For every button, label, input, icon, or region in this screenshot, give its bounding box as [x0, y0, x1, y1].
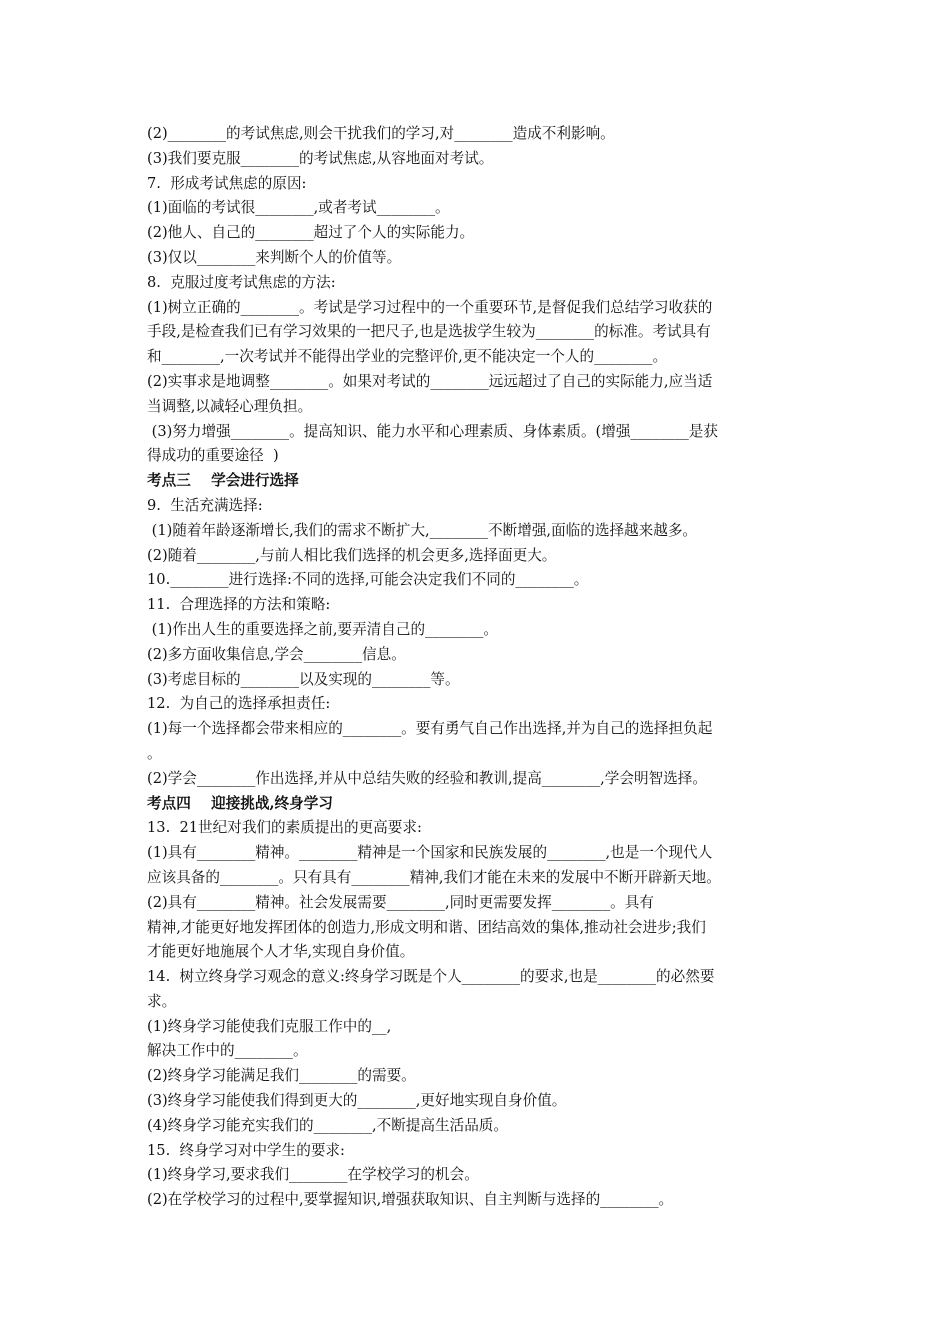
text-line: (2)学会________作出选择,并从中总结失败的经验和教训,提高________,学会明智选择。 [147, 769, 707, 787]
item-11-title: 11. 合理选择的方法和策略: [147, 596, 331, 614]
text-line: (2)随着________,与前人相比我们选择的机会更多,选择面更大。 [147, 546, 557, 564]
text-line: (3)努力增强________。提高知识、能力水平和心理素质、身体素质。(增强________是获 [147, 422, 718, 440]
text-line: (4)终身学习能充实我们的________,不断提高生活品质。 [147, 1116, 508, 1134]
text-line: (1)具有________精神。________精神是一个国家和民族发展的________,也是一个现代人 [147, 844, 713, 862]
item-8-title: 8. 克服过度考试焦虑的方法: [147, 273, 336, 291]
text-line: 和________,一次考试并不能得出学业的完整评价,更不能决定一个人的________。 [147, 348, 668, 366]
text-line: 。 [147, 744, 162, 762]
item-10: 10.________进行选择:不同的选择,可能会决定我们不同的________。 [147, 571, 589, 589]
text-line: (2)多方面收集信息,学会________信息。 [147, 645, 406, 663]
text-line: (1)面临的考试很________,或者考试________。 [147, 199, 450, 217]
text-line: (3)考虑目标的________以及实现的________等。 [147, 670, 460, 688]
item-12-title: 12. 为自己的选择承担责任: [147, 695, 331, 713]
text-line: (2)实事求是地调整________。如果对考试的________远远超过了自己的实际能力,应当适 [147, 372, 713, 390]
text-line: (3)终身学习能使我们得到更大的________,更好地实现自身价值。 [147, 1092, 567, 1110]
item-15-title: 15. 终身学习对中学生的要求: [147, 1141, 345, 1159]
text-line: (2)终身学习能满足我们________的需要。 [147, 1067, 416, 1085]
item-14-title: 14. 树立终身学习观念的意义:终身学习既是个人________的要求,也是________的必然要 [147, 968, 715, 986]
text-line: (3)仅以________来判断个人的价值等。 [147, 248, 402, 266]
text-line: (2)________的考试焦虑,则会干扰我们的学习,对________造成不利影响。 [147, 125, 615, 142]
item-13-title: 13. 21世纪对我们的素质提出的更高要求: [147, 819, 422, 837]
item-7-title: 7. 形成考试焦虑的原因: [147, 174, 307, 192]
text-line: (1)随着年龄逐渐增长,我们的需求不断扩大,________不断增强,面临的选择越来越多。 [147, 521, 698, 539]
document-page [147, 122, 812, 1213]
text-line: 应该具备的________。只有具有________精神,我们才能在未来的发展中不断开辟新天地。 [147, 868, 721, 886]
text-line: (1)终身学习,要求我们________在学校学习的机会。 [147, 1166, 479, 1184]
text-line: (1)树立正确的________。考试是学习过程中的一个重要环节,是督促我们总结学习收获的 [147, 298, 713, 316]
text-line: (1)终身学习能使我们克服工作中的__, [147, 1017, 392, 1035]
text-line: (2)他人、自己的________超过了个人的实际能力。 [147, 224, 475, 242]
text-line: (3)我们要克服________的考试焦虑,从容地面对考试。 [147, 149, 494, 167]
text-line: 得成功的重要途径 ) [147, 447, 279, 465]
section-heading-3: 考点三 学会进行选择 [147, 472, 299, 490]
text-line: 解决工作中的________。 [147, 1042, 308, 1060]
text-line: 求。 [147, 992, 177, 1010]
text-line: 精神,才能更好地发挥团体的创造力,形成文明和谐、团结高效的集体,推动社会进步;我们 [147, 918, 706, 936]
section-heading-4: 考点四 迎接挑战,终身学习 [147, 794, 333, 812]
text-line: 手段,是检查我们已有学习效果的一把尺子,也是选拔学生较为________的标准。考试具有 [147, 323, 711, 341]
text-line: (1)每一个选择都会带来相应的________。要有勇气自己作出选择,并为自己的选择担负起 [147, 720, 713, 738]
text-line: (2)具有________精神。社会发展需要________,同时更需要发挥________。具有 [147, 893, 654, 911]
text-line: 才能更好地施展个人才华,实现自身价值。 [147, 943, 415, 961]
text-line: (1)作出人生的重要选择之前,要弄清自己的________。 [147, 620, 499, 638]
text-line: 当调整,以减轻心理负担。 [147, 397, 313, 415]
text-line: (2)在学校学习的过程中,要掌握知识,增强获取知识、自主判断与选择的________。 [147, 1191, 674, 1209]
item-9-title: 9. 生活充满选择: [147, 496, 263, 514]
